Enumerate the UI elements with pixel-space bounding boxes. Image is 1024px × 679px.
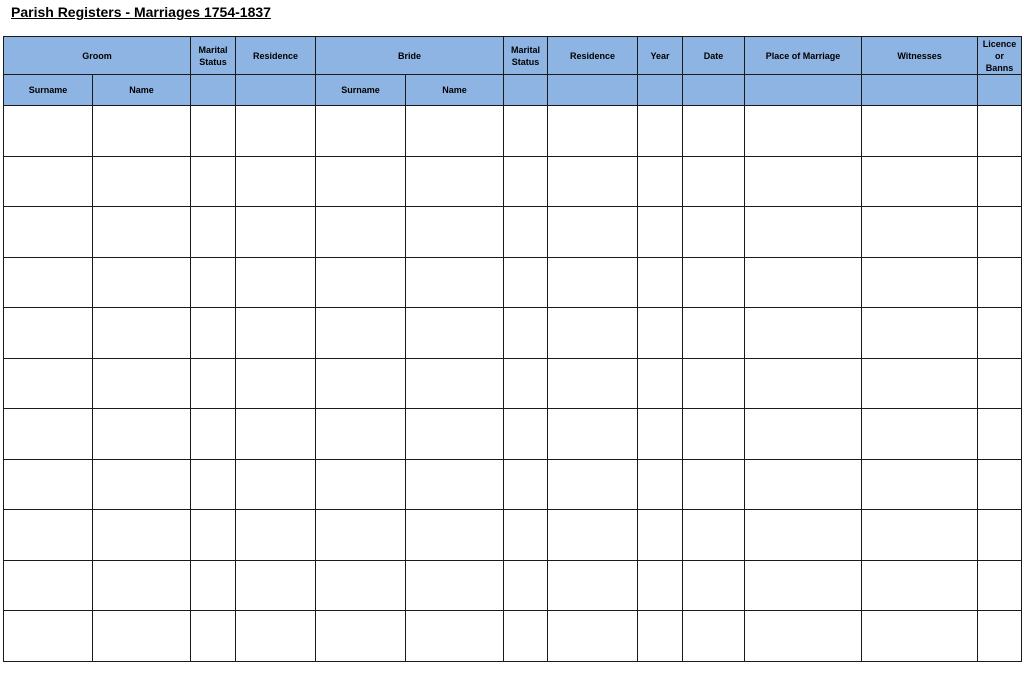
table-cell[interactable]	[978, 358, 1022, 409]
table-cell[interactable]	[504, 510, 548, 561]
table-row	[4, 409, 1022, 460]
table-cell[interactable]	[745, 308, 862, 359]
table-cell[interactable]	[978, 611, 1022, 662]
table-cell[interactable]	[316, 459, 406, 510]
table-cell[interactable]	[638, 611, 683, 662]
table-cell[interactable]	[978, 257, 1022, 308]
table-cell[interactable]	[4, 560, 93, 611]
table-cell[interactable]	[683, 257, 745, 308]
table-cell[interactable]	[236, 409, 316, 460]
table-cell[interactable]	[316, 156, 406, 207]
table-cell[interactable]	[4, 409, 93, 460]
table-cell[interactable]	[504, 308, 548, 359]
table-cell[interactable]	[683, 358, 745, 409]
header-witnesses: Witnesses	[862, 37, 978, 75]
header-groom-marital-status: Marital Status	[191, 37, 236, 75]
table-cell[interactable]	[548, 510, 638, 561]
table-cell[interactable]	[191, 459, 236, 510]
table-cell[interactable]	[191, 207, 236, 258]
table-cell[interactable]	[638, 106, 683, 157]
table-cell[interactable]	[4, 106, 93, 157]
table-row	[4, 358, 1022, 409]
table-cell[interactable]	[236, 459, 316, 510]
table-cell[interactable]	[4, 611, 93, 662]
subheader-blank	[191, 75, 236, 106]
table-cell[interactable]	[745, 106, 862, 157]
header-licence-or-banns: Licence or Banns	[978, 37, 1022, 75]
table-cell[interactable]	[93, 358, 191, 409]
table-row	[4, 308, 1022, 359]
table-cell[interactable]	[745, 409, 862, 460]
table-cell[interactable]	[683, 156, 745, 207]
subheader-bride-surname: Surname	[316, 75, 406, 106]
table-cell[interactable]	[236, 510, 316, 561]
table-cell[interactable]	[978, 308, 1022, 359]
subheader-blank	[638, 75, 683, 106]
header-year: Year	[638, 37, 683, 75]
table-cell[interactable]	[4, 510, 93, 561]
table-cell[interactable]	[236, 106, 316, 157]
table-cell[interactable]	[638, 459, 683, 510]
header-groom: Groom	[4, 37, 191, 75]
table-cell[interactable]	[4, 308, 93, 359]
table-cell[interactable]	[548, 207, 638, 258]
table-cell[interactable]	[548, 459, 638, 510]
table-cell[interactable]	[93, 560, 191, 611]
table-cell[interactable]	[236, 207, 316, 258]
table-cell[interactable]	[745, 560, 862, 611]
table-cell[interactable]	[745, 510, 862, 561]
table-cell[interactable]	[548, 611, 638, 662]
header-row-groups	[4, 37, 1022, 75]
table-cell[interactable]	[745, 156, 862, 207]
table-cell[interactable]	[683, 308, 745, 359]
table-cell[interactable]	[93, 611, 191, 662]
table-cell[interactable]	[638, 560, 683, 611]
table-cell[interactable]	[191, 358, 236, 409]
table-cell[interactable]	[504, 257, 548, 308]
marriage-register-table	[3, 36, 1022, 662]
table-cell[interactable]	[978, 156, 1022, 207]
table-cell[interactable]	[4, 207, 93, 258]
table-cell[interactable]	[504, 156, 548, 207]
table-cell[interactable]	[236, 308, 316, 359]
table-cell[interactable]	[406, 409, 504, 460]
table-cell[interactable]	[191, 510, 236, 561]
header-groom-residence: Residence	[236, 37, 316, 75]
table-cell[interactable]	[548, 106, 638, 157]
table-cell[interactable]	[862, 156, 978, 207]
table-cell[interactable]	[638, 510, 683, 561]
table-cell[interactable]	[548, 257, 638, 308]
table-cell[interactable]	[191, 560, 236, 611]
table-cell[interactable]	[93, 308, 191, 359]
table-cell[interactable]	[862, 560, 978, 611]
header-place-of-marriage: Place of Marriage	[745, 37, 862, 75]
table-cell[interactable]	[745, 257, 862, 308]
table-cell[interactable]	[862, 257, 978, 308]
table-cell[interactable]	[978, 510, 1022, 561]
table-cell[interactable]	[406, 358, 504, 409]
subheader-blank	[683, 75, 745, 106]
table-cell[interactable]	[745, 459, 862, 510]
table-cell[interactable]	[236, 358, 316, 409]
table-cell[interactable]	[745, 207, 862, 258]
table-cell[interactable]	[316, 510, 406, 561]
table-cell[interactable]	[191, 106, 236, 157]
table-cell[interactable]	[406, 510, 504, 561]
table-cell[interactable]	[316, 611, 406, 662]
table-cell[interactable]	[93, 409, 191, 460]
table-cell[interactable]	[745, 611, 862, 662]
table-cell[interactable]	[548, 409, 638, 460]
table-cell[interactable]	[4, 358, 93, 409]
table-cell[interactable]	[93, 510, 191, 561]
table-cell[interactable]	[862, 611, 978, 662]
table-cell[interactable]	[978, 560, 1022, 611]
header-bride: Bride	[316, 37, 504, 75]
table-cell[interactable]	[316, 409, 406, 460]
table-cell[interactable]	[504, 409, 548, 460]
table-cell[interactable]	[93, 207, 191, 258]
page-title: Parish Registers - Marriages 1754-1837	[11, 4, 271, 20]
table-cell[interactable]	[406, 560, 504, 611]
subheader-groom-name: Name	[93, 75, 191, 106]
table-cell[interactable]	[316, 358, 406, 409]
subheader-blank	[236, 75, 316, 106]
table-cell[interactable]	[978, 207, 1022, 258]
table-cell[interactable]	[683, 611, 745, 662]
table-row	[4, 510, 1022, 561]
table-cell[interactable]	[191, 156, 236, 207]
table-row	[4, 106, 1022, 157]
table-cell[interactable]	[638, 156, 683, 207]
table-cell[interactable]	[316, 207, 406, 258]
table-cell[interactable]	[93, 257, 191, 308]
table-cell[interactable]	[862, 459, 978, 510]
subheader-blank	[504, 75, 548, 106]
table-cell[interactable]	[862, 510, 978, 561]
table-cell[interactable]	[978, 409, 1022, 460]
header-row-subheaders	[4, 75, 1022, 106]
table-cell[interactable]	[683, 459, 745, 510]
table-row	[4, 560, 1022, 611]
table-cell[interactable]	[548, 308, 638, 359]
table-cell[interactable]	[316, 106, 406, 157]
table-cell[interactable]	[406, 257, 504, 308]
subheader-groom-surname: Surname	[4, 75, 93, 106]
table-cell[interactable]	[406, 207, 504, 258]
table-cell[interactable]	[191, 611, 236, 662]
table-cell[interactable]	[683, 106, 745, 157]
table-cell[interactable]	[683, 207, 745, 258]
table-row	[4, 459, 1022, 510]
table-cell[interactable]	[683, 510, 745, 561]
subheader-blank	[548, 75, 638, 106]
table-cell[interactable]	[236, 611, 316, 662]
subheader-blank	[862, 75, 978, 106]
table-cell[interactable]	[316, 308, 406, 359]
table-cell[interactable]	[548, 358, 638, 409]
table-cell[interactable]	[683, 409, 745, 460]
header-date: Date	[683, 37, 745, 75]
table-cell[interactable]	[316, 560, 406, 611]
table-cell[interactable]	[191, 308, 236, 359]
table-cell[interactable]	[504, 207, 548, 258]
table-cell[interactable]	[548, 560, 638, 611]
table-cell[interactable]	[638, 409, 683, 460]
table-cell[interactable]	[93, 106, 191, 157]
table-row	[4, 156, 1022, 207]
table-cell[interactable]	[978, 459, 1022, 510]
table-cell[interactable]	[745, 358, 862, 409]
table-cell[interactable]	[93, 459, 191, 510]
table-cell[interactable]	[638, 257, 683, 308]
table-cell[interactable]	[4, 459, 93, 510]
subheader-bride-name: Name	[406, 75, 504, 106]
table-cell[interactable]	[406, 156, 504, 207]
subheader-blank	[978, 75, 1022, 106]
table-cell[interactable]	[191, 257, 236, 308]
register-body	[4, 106, 1022, 662]
header-bride-residence: Residence	[548, 37, 638, 75]
table-cell[interactable]	[862, 106, 978, 157]
table-cell[interactable]	[316, 257, 406, 308]
table-cell[interactable]	[406, 459, 504, 510]
subheader-blank	[745, 75, 862, 106]
table-cell[interactable]	[504, 106, 548, 157]
table-cell[interactable]	[504, 459, 548, 510]
table-cell[interactable]	[4, 257, 93, 308]
table-cell[interactable]	[236, 156, 316, 207]
table-cell[interactable]	[406, 308, 504, 359]
table-cell[interactable]	[638, 207, 683, 258]
table-cell[interactable]	[406, 611, 504, 662]
table-row	[4, 611, 1022, 662]
table-cell[interactable]	[504, 358, 548, 409]
table-cell[interactable]	[4, 156, 93, 207]
table-cell[interactable]	[236, 257, 316, 308]
table-row	[4, 207, 1022, 258]
table-cell[interactable]	[236, 560, 316, 611]
table-cell[interactable]	[504, 611, 548, 662]
table-cell[interactable]	[191, 409, 236, 460]
table-cell[interactable]	[862, 358, 978, 409]
table-cell[interactable]	[638, 358, 683, 409]
table-cell[interactable]	[638, 308, 683, 359]
table-cell[interactable]	[548, 156, 638, 207]
table-cell[interactable]	[862, 308, 978, 359]
table-cell[interactable]	[406, 106, 504, 157]
header-bride-marital-status: Marital Status	[504, 37, 548, 75]
table-row	[4, 257, 1022, 308]
table-cell[interactable]	[504, 560, 548, 611]
table-cell[interactable]	[683, 560, 745, 611]
table-cell[interactable]	[862, 207, 978, 258]
table-cell[interactable]	[93, 156, 191, 207]
table-cell[interactable]	[862, 409, 978, 460]
table-cell[interactable]	[978, 106, 1022, 157]
